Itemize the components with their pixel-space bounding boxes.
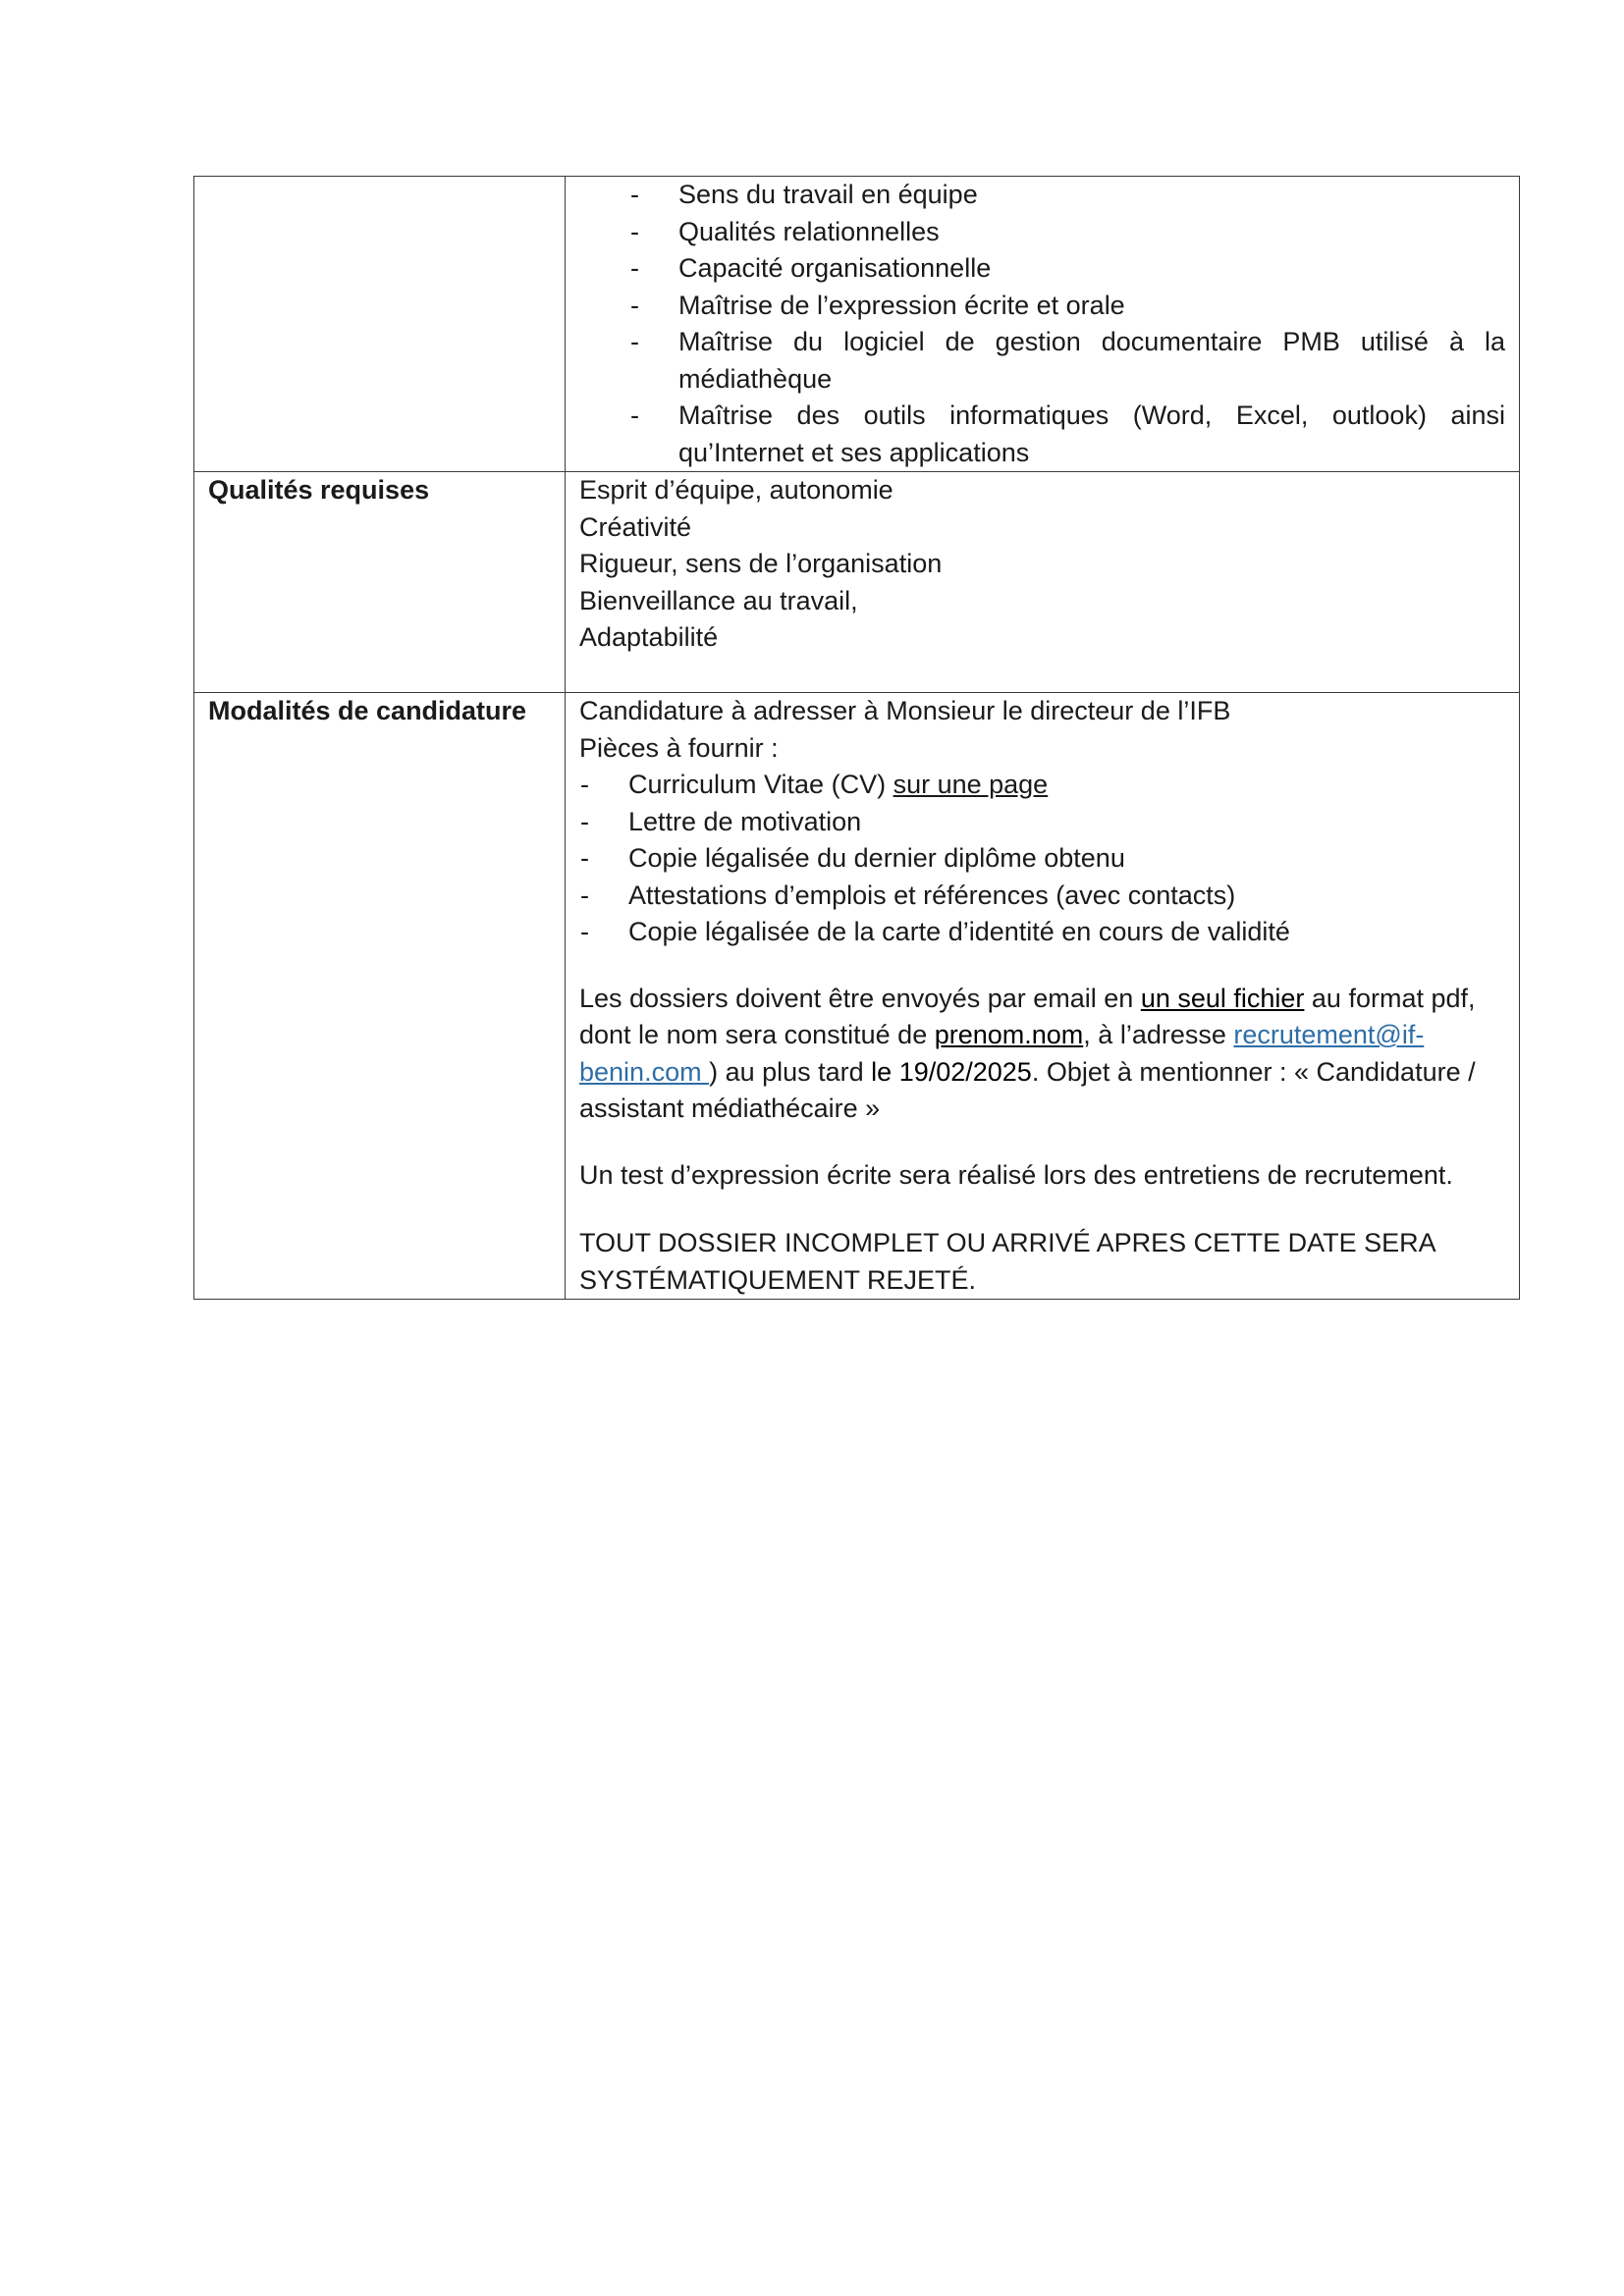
list-item: - Maîtrise du logiciel de gestion documentaire PMB utilisé à la médiathèque: [630, 327, 1505, 394]
filename-text: prenom.nom: [934, 1020, 1084, 1049]
send-text-5: . Objet à mentionner : « Candidature / assistant médiathécaire »: [579, 1056, 1476, 1123]
send-text-4: ) au plus tard: [709, 1056, 872, 1087]
list-item: - Maîtrise des outils informatiques (Word, Excel, outlook) ainsi qu’Internet et ses applications: [630, 400, 1505, 467]
quality-line: Adaptabilité: [579, 622, 719, 652]
single-file-text: un seul fichier: [1140, 983, 1305, 1013]
list-item: - Capacité organisationnelle: [630, 253, 992, 283]
test-note: Un test d’expression écrite sera réalisé lors des entretiens de recrutement.: [579, 1159, 1453, 1190]
skills-list: [579, 177, 1505, 471]
list-item: - Sens du travail en équipe: [630, 180, 978, 209]
list-item-text: Lettre de motivation: [628, 806, 862, 836]
application-intro: Candidature à adresser à Monsieur le directeur de l’IFB: [579, 696, 1231, 725]
list-item: - Copie légalisée de la carte d’identité en cours de validité: [580, 917, 1290, 946]
email-link[interactable]: recrutement@if-benin.com: [579, 1020, 1425, 1087]
quality-line: Bienveillance au travail,: [579, 585, 858, 615]
application-content-cell: [566, 693, 1520, 1300]
pieces-title: Pièces à fournir :: [579, 732, 779, 763]
list-item: - Attestations d’emplois et références (avec contacts): [580, 880, 1236, 910]
list-item-text: Copie légalisée de la carte d’identité en cours de validité: [628, 917, 1290, 946]
qualities-content-cell: [566, 472, 1520, 693]
list-item: - Curriculum Vitae (CV) sur une page: [580, 770, 1049, 799]
quality-line: Rigueur, sens de l’organisation: [579, 549, 943, 578]
list-item-text: Sens du travail en équipe: [678, 180, 978, 209]
qualities-label: Qualités requises: [194, 472, 566, 693]
skills-content-cell: [566, 177, 1520, 472]
skills-label-cell: [194, 177, 566, 472]
skills-row: [194, 177, 1520, 472]
list-item-text: Qualités relationnelles: [678, 216, 940, 246]
list-item-text: Maîtrise de l’expression écrite et orale: [678, 290, 1125, 320]
list-item: - Copie légalisée du dernier diplôme obtenu: [580, 843, 1125, 873]
send-instructions: [579, 981, 1505, 1128]
send-text-1: Les dossiers doivent être envoyés par email en: [579, 983, 1141, 1013]
list-item-text: Copie légalisée du dernier diplôme obtenu: [628, 843, 1125, 873]
list-item: - Qualités relationnelles: [630, 216, 940, 246]
pieces-list: [579, 767, 1505, 951]
send-text-3: , à l’adresse: [1083, 1020, 1234, 1049]
cv-prefix: Curriculum Vitae (CV): [628, 770, 893, 799]
list-item: - Maîtrise de l’expression écrite et orale: [630, 290, 1125, 320]
quality-line: Créativité: [579, 511, 692, 542]
send-text-2: au format pdf, dont le nom sera constitué de: [579, 983, 1476, 1049]
application-row: [194, 693, 1520, 1300]
list-item-text: Maîtrise des outils informatiques (Word, Excel, outlook) ainsi qu’Internet et ses applications: [678, 400, 1505, 467]
list-item-text: Attestations d’emplois et références (avec contacts): [628, 880, 1236, 910]
list-item-text: Capacité organisationnelle: [678, 253, 992, 283]
deadline-text: le 19/02/2025: [871, 1056, 1032, 1087]
application-label: Modalités de candidature: [194, 693, 566, 1300]
rejection-warning: TOUT DOSSIER INCOMPLET OU ARRIVÉ APRES CETTE DATE SERA SYSTÉMATIQUEMENT REJETÉ.: [579, 1228, 1435, 1295]
quality-line: Esprit d’équipe, autonomie: [579, 475, 893, 505]
cv-one-page: sur une page: [893, 770, 1049, 799]
qualities-row: [194, 472, 1520, 693]
job-offer-table: [193, 176, 1520, 1300]
list-item: - Lettre de motivation: [580, 806, 862, 836]
list-item-text: Maîtrise du logiciel de gestion documentaire PMB utilisé à la médiathèque: [678, 327, 1505, 394]
